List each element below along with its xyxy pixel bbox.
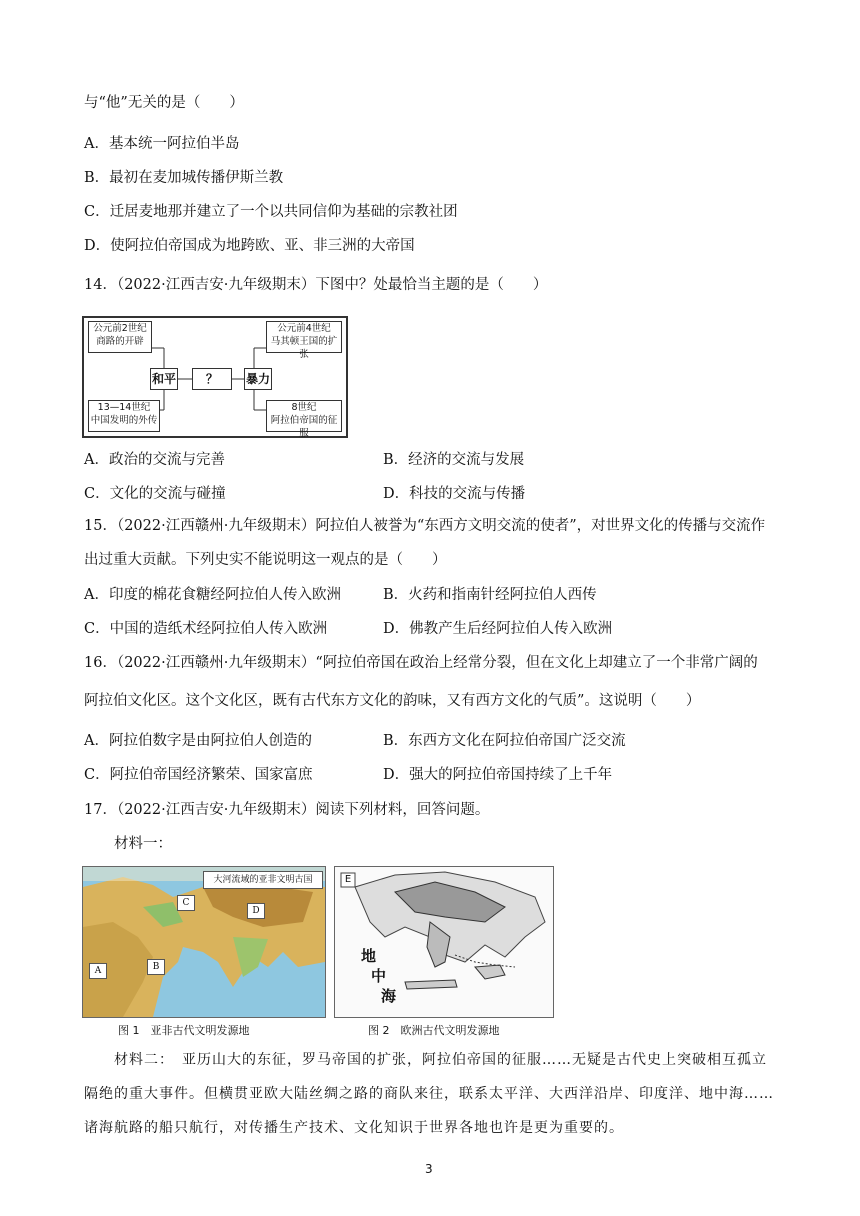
map1-label-d: D (247, 903, 265, 919)
map1-title: 大河流域的亚非文明古国 (203, 871, 323, 889)
diagram-box-top-right (266, 321, 342, 360)
diagram-violence: 暴力 (244, 368, 272, 390)
q14-option-b: B．经济的交流与发展 (383, 452, 525, 468)
europe-map (334, 866, 554, 1018)
box-line: 8世纪 (291, 402, 317, 413)
material2-line1: 材料二： 亚历山大的东征，罗马帝国的扩张，阿拉伯帝国的征服……无疑是古代史上突破相互孤立 (114, 1052, 767, 1068)
map1-drawing (83, 867, 325, 1017)
q15-option-d: D．佛教产生后经阿拉伯人传入欧洲 (383, 621, 613, 637)
map2-sea-char1: 地 (361, 947, 377, 965)
q13-option-d: D．使阿拉伯帝国成为地跨欧、亚、非三洲的大帝国 (84, 238, 415, 254)
map1-label-a: A (89, 963, 107, 979)
q15-stem-line1: 15．（2022·江西赣州·九年级期末）阿拉伯人被誉为“东西方文明交流的使者”，对世界文化的传播与交流作 (84, 518, 766, 534)
q13-stem-tail: 与“他”无关的是（ ） (84, 95, 244, 111)
diagram-peace: 和平 (150, 368, 178, 390)
map1-label-b: B (147, 959, 165, 975)
q14-diagram (82, 316, 348, 438)
q15-option-c: C．中国的造纸术经阿拉伯人传入欧洲 (84, 621, 328, 637)
material1-label: 材料一： (114, 836, 172, 852)
box-line: 13—14世纪 (97, 402, 151, 413)
q14-option-d: D．科技的交流与传播 (383, 486, 526, 502)
map2-label-e: E (344, 874, 352, 885)
q15-option-a: A．印度的棉花食糖经阿拉伯人传入欧洲 (84, 587, 341, 603)
box-line: 公元前4世纪 (277, 323, 331, 334)
q14-option-c: C．文化的交流与碰撞 (84, 486, 226, 502)
q14-stem: 14．（2022·江西吉安·九年级期末）下图中？处最恰当主题的是（ ） (84, 277, 548, 293)
map1-caption: 图 1 亚非古代文明发源地 (118, 1024, 250, 1037)
q16-option-c: C．阿拉伯帝国经济繁荣、国家富庶 (84, 767, 313, 783)
q16-option-a: A．阿拉伯数字是由阿拉伯人创造的 (84, 733, 312, 749)
q14-option-a: A．政治的交流与完善 (84, 452, 225, 468)
asia-africa-map (82, 866, 326, 1018)
q16-stem-line1: 16．（2022·江西赣州·九年级期末）“阿拉伯帝国在政治上经常分裂，但在文化上却建立了一个非常广阔的 (84, 655, 758, 671)
diagram-box-top-left (88, 321, 152, 353)
box-line: 马其顿王国的扩张 (270, 336, 338, 360)
q17-stem: 17．（2022·江西吉安·九年级期末）阅读下列材料，回答问题。 (84, 802, 490, 818)
q15-option-b: B．火药和指南针经阿拉伯人西传 (383, 587, 597, 603)
q13-option-a: A．基本统一阿拉伯半岛 (84, 136, 240, 152)
material2-line3: 诸海航路的船只航行，对传播生产技术、文化知识于世界各地也许是更为重要的。 (84, 1120, 624, 1136)
box-line: 公元前2世纪 (93, 323, 147, 334)
box-line: 商路的开辟 (96, 336, 144, 347)
map1-label-c: C (177, 895, 195, 911)
box-line: 中国发明的外传 (90, 415, 158, 426)
q13-option-b: B．最初在麦加城传播伊斯兰教 (84, 170, 284, 186)
diagram-box-bottom-left (88, 400, 160, 432)
diagram-question: ？ (192, 368, 232, 390)
map2-sea-char3: 海 (381, 987, 397, 1005)
q16-stem-line2: 阿拉伯文化区。这个文化区，既有古代东方文化的韵味，又有西方文化的气质”。这说明（ ） (84, 693, 701, 709)
map2-sea-char2: 中 (371, 967, 387, 985)
map2-drawing (335, 867, 553, 1017)
q16-option-d: D．强大的阿拉伯帝国持续了上千年 (383, 767, 613, 783)
q13-option-c: C．迁居麦地那并建立了一个以共同信仰为基础的宗教社团 (84, 204, 458, 220)
page-number: 3 (425, 1162, 433, 1176)
q15-stem-line2: 出过重大贡献。下列史实不能说明这一观点的是（ ） (84, 552, 447, 568)
material2-line2: 隔绝的重大事件。但横贯亚欧大陆丝绸之路的商队来往，联系太平洋、大西洋沿岸、印度洋、地中海…… (84, 1086, 774, 1102)
map2-caption: 图 2 欧洲古代文明发源地 (368, 1024, 500, 1037)
q16-option-b: B．东西方文化在阿拉伯帝国广泛交流 (383, 733, 626, 749)
diagram-box-bottom-right (266, 400, 342, 439)
box-line: 阿拉伯帝国的征服 (270, 415, 338, 439)
